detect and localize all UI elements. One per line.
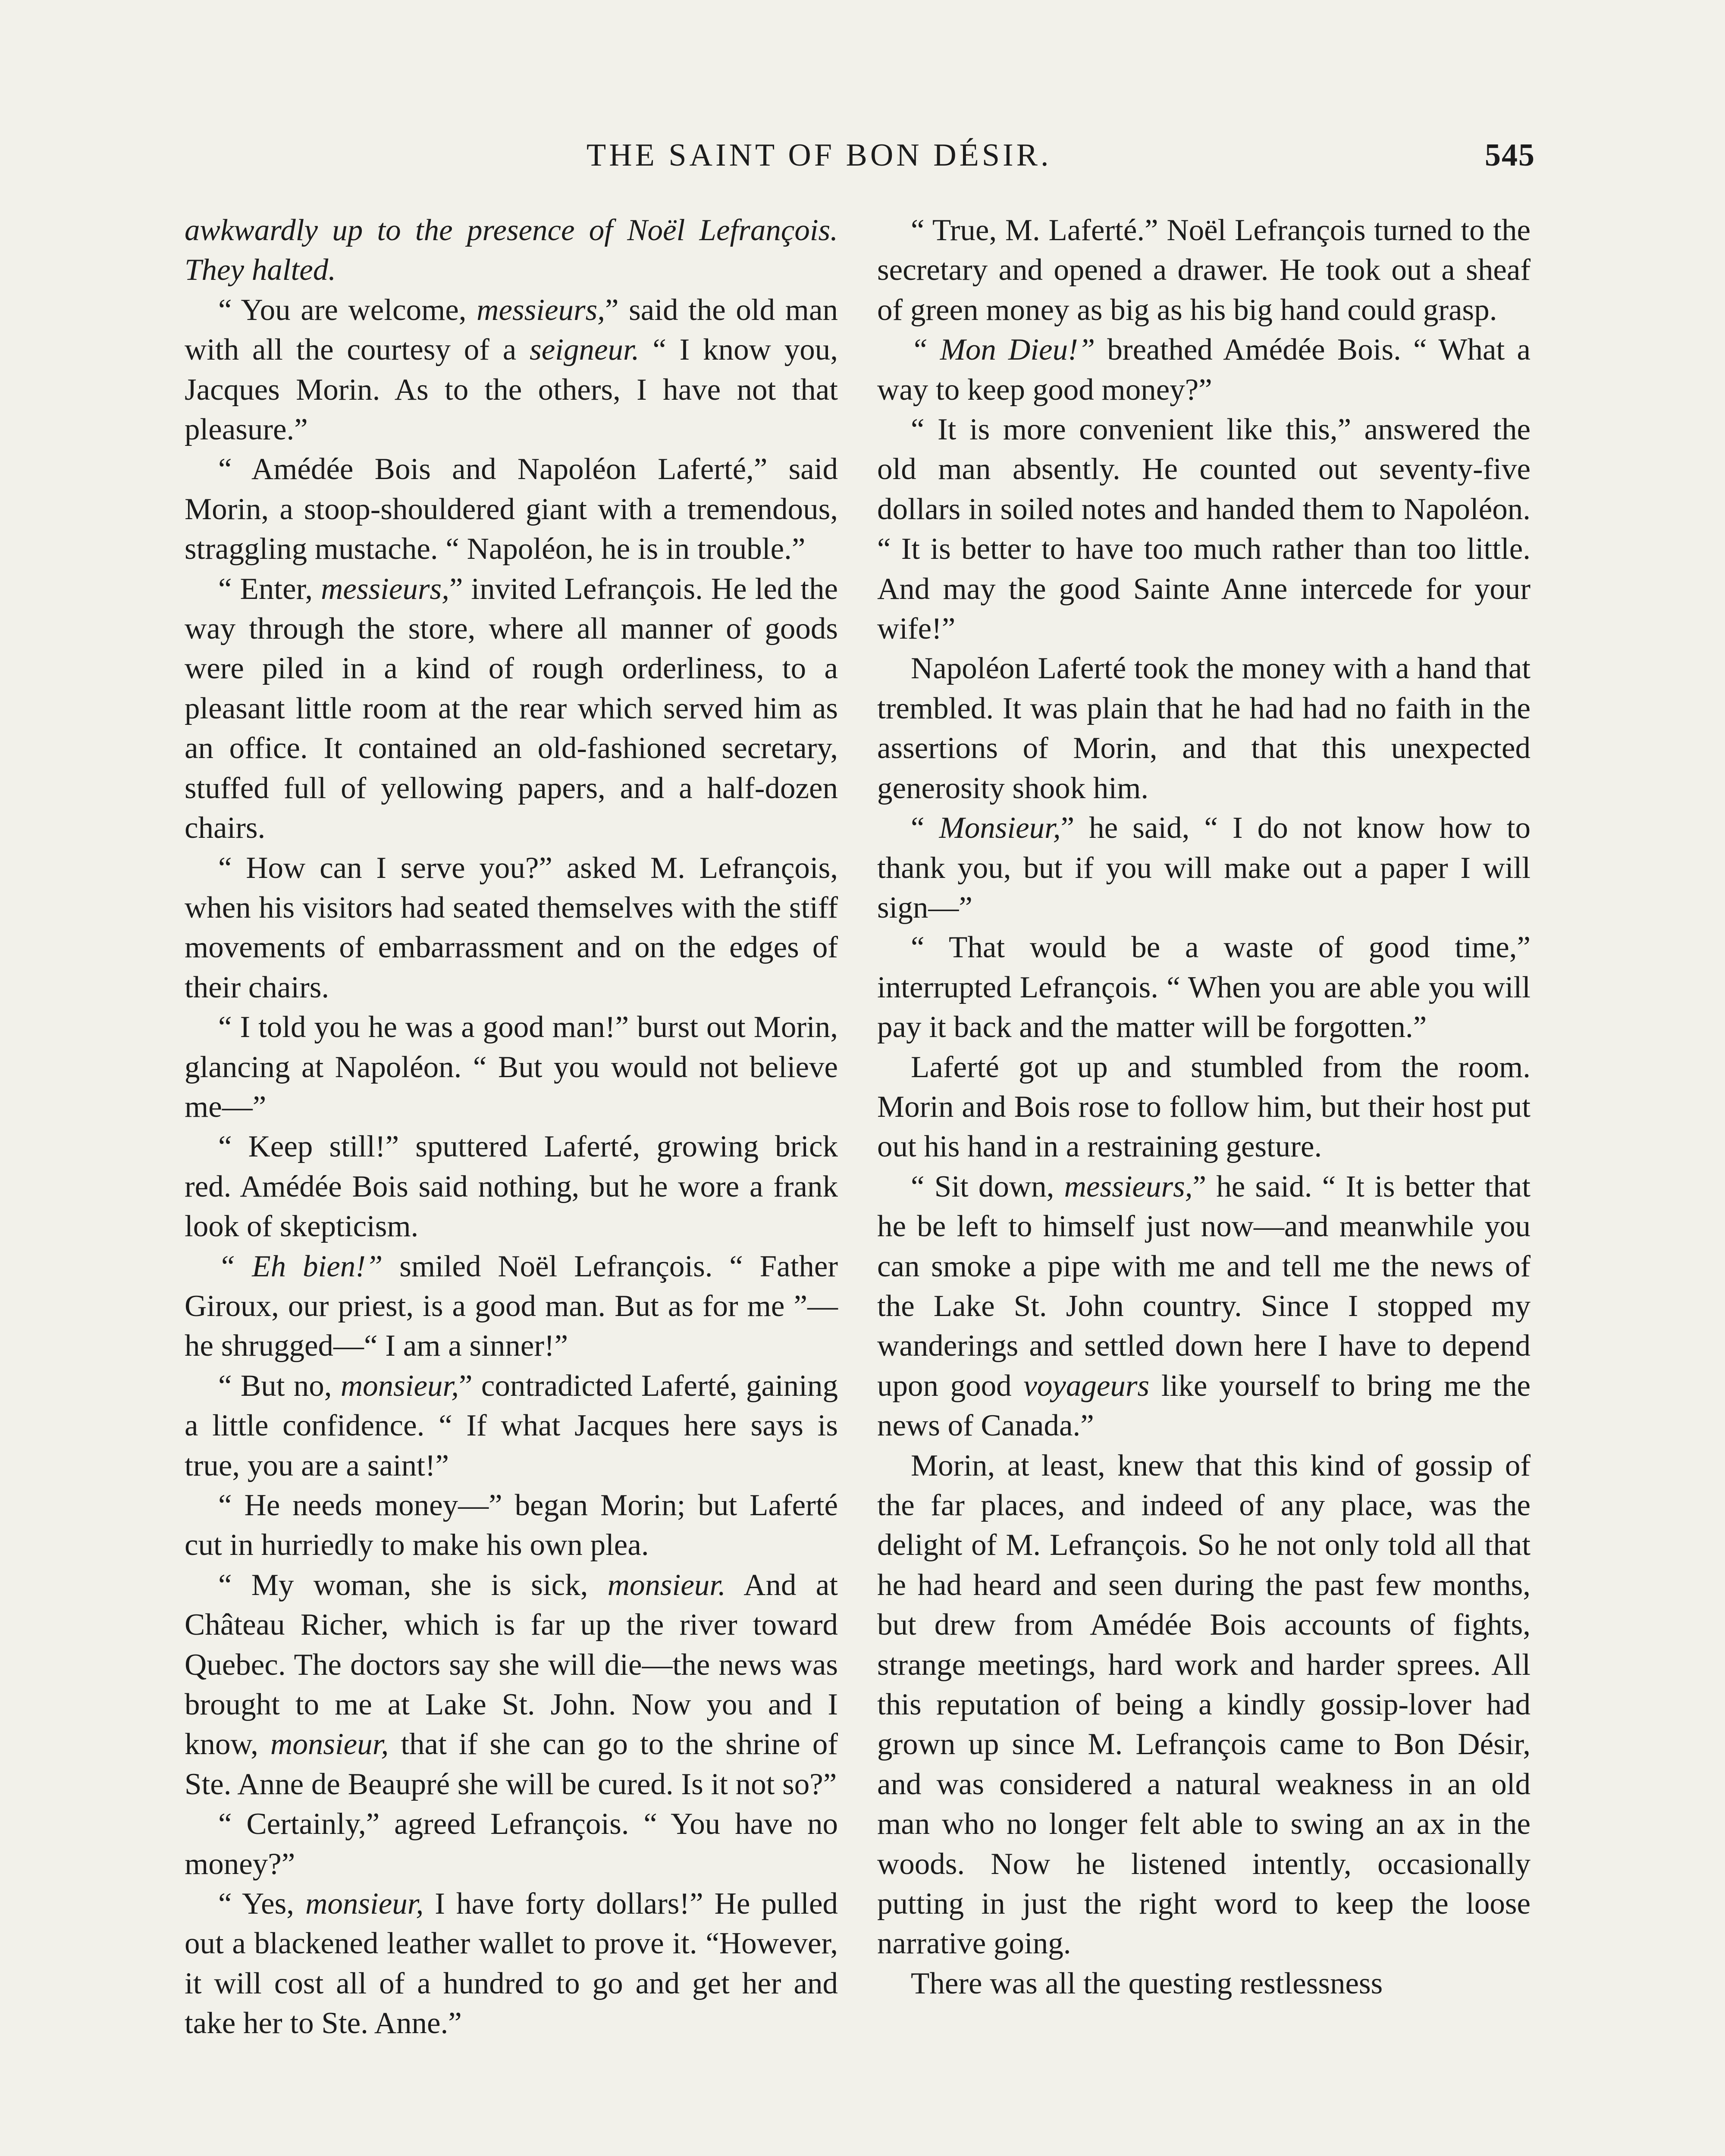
text-run: that if she can go to the shrine of Ste. Anne de Beaupré she will be cured. Is it not so?” (185, 1727, 838, 1801)
paragraph (877, 1964, 1531, 2003)
paragraph (877, 928, 1531, 1047)
right-text-column (877, 210, 1531, 2003)
text-run: “ Sit down, (911, 1169, 1064, 1203)
paragraph (185, 449, 838, 569)
paragraph (877, 210, 1531, 330)
text-run: I have forty dollars!” He pulled out a blackened leather wallet to prove it. “However, it will cost all of a hundred to go and get her and take her to Ste. Anne.” (185, 1887, 838, 2040)
paragraph (877, 1446, 1531, 1964)
italic-text: monsieur. (607, 1568, 726, 1602)
text-run: smiled Noël Lefrançois. “ Father Giroux, our priest, is a good man. But as for me ”—he shrugged—“ I am a sinner!” (185, 1249, 838, 1363)
text-run: Napoléon Laferté took the money with a hand that trembled. It was plain that he had had no faith in the assertions of Morin, and that this unexpected generosity shook him. (877, 652, 1531, 805)
paragraph (877, 330, 1531, 410)
italic-text: monsieur, (305, 1887, 424, 1921)
text-run: “ Certainly,” agreed Lefrançois. “ You have no money?” (185, 1807, 838, 1881)
page-number: 545 (1485, 138, 1535, 173)
text-run: “ Yes, (218, 1887, 306, 1921)
left-text-column (185, 210, 838, 2043)
text-run: like yourself to bring me the news of Canada.” (877, 1369, 1531, 1443)
text-run: “ He needs money—” began Morin; but Laferté cut in hurriedly to make his own plea. (185, 1489, 838, 1562)
italic-text: seigneur. (530, 333, 640, 367)
text-run: “ Keep still!” sputtered Laferté, growing brick red. Amédée Bois said nothing, but he wore a frank look of skepticism. (185, 1130, 838, 1244)
text-run: ” contradicted Laferté, gaining a little confidence. “ If what Jacques here says is true, you are a saint!” (185, 1369, 838, 1482)
text-run: “ That would be a waste of good time,” interrupted Lefrançois. “ When you are able you will pay it back and the matter will be forgotten.” (877, 931, 1531, 1044)
paragraph (185, 1804, 838, 1884)
paragraph (185, 848, 838, 1008)
text-run: There was all the questing restlessness (911, 1966, 1383, 2000)
text-run: ” said the old man with all the courtesy of a (185, 293, 838, 367)
text-run: ” he said, “ I do not know how to thank you, but if you will make out a paper I will sign—” (877, 811, 1531, 924)
text-run: “ You are welcome, (218, 293, 477, 327)
paragraph (185, 1247, 838, 1366)
text-run: “ (911, 811, 939, 845)
text-run: “ It is more convenient like this,” answered the old man absently. He counted out seventy-five dollars in soiled notes and handed them to Napoléon. “ It is better to have too much rather than too little. And may the good Sainte Anne intercede for your wife!” (877, 413, 1531, 646)
italic-text: voyageurs (1023, 1369, 1150, 1403)
paragraph (185, 1366, 838, 1485)
italic-text: “ Eh bien!” (218, 1249, 383, 1283)
text-run: And at Château Richer, which is far up the river toward Quebec. The doctors say she will die—the news was brought to me at Lake St. John. Now you and I know, (185, 1568, 838, 1761)
paragraph (185, 1884, 838, 2043)
running-title: THE SAINT OF BON DÉSIR. (586, 138, 1052, 173)
paragraph (877, 1047, 1531, 1167)
paragraph (185, 1565, 838, 1804)
italic-text: monsieur, (270, 1727, 389, 1761)
text-run: ” invited Lefrançois. He led the way through the store, where all manner of goods were piled in a kind of rough orderliness, to a pleasant little room at the rear which served him as an office. It contained an old-fashioned secretary, stuffed full of yellowing papers, and a half-dozen chairs. (185, 572, 838, 845)
paragraph (185, 1127, 838, 1246)
paragraph (185, 1007, 838, 1127)
text-run: “ Enter, (218, 572, 321, 606)
paragraph (877, 808, 1531, 928)
text-run: “ My woman, she is sick, (218, 1568, 608, 1602)
text-run: ” he said. “ It is better that he be left to himself just now—and meanwhile you can smoke a pipe with me and tell me the news of the Lake St. John country. Since I stopped my wanderings and settled down here I have to depend upon good (877, 1169, 1531, 1403)
italic-text: messieurs, (477, 293, 605, 327)
italic-text: awkwardly up to the presence of Noël Lefrançois. They halted. (185, 213, 838, 287)
italic-text: Monsieur, (939, 811, 1061, 845)
italic-text: messieurs, (321, 572, 449, 606)
paragraph (185, 569, 838, 848)
paragraph (185, 210, 838, 290)
text-run: Laferté got up and stumbled from the room. Morin and Bois rose to follow him, but their host put out his hand in a restraining gesture. (877, 1050, 1531, 1164)
paragraph (185, 1485, 838, 1565)
text-run: “ Amédée Bois and Napoléon Laferté,” said Morin, a stoop-shouldered giant with a tremendous, straggling mustache. “ Napoléon, he is in trouble.” (185, 452, 838, 566)
text-run: “ I know you, Jacques Morin. As to the others, I have not that pleasure.” (185, 333, 838, 447)
italic-text: monsieur, (340, 1369, 459, 1403)
text-run: “ But no, (218, 1369, 341, 1403)
text-run: Morin, at least, knew that this kind of gossip of the far places, and indeed of any place, was the delight of M. Lefrançois. So he not only told all that he had heard and seen during the past few months, but drew from Amédée Bois accounts of fights, strange meetings, hard work and harder sprees. All this reputation of being a kindly gossip-lover had grown up since M. Lefrançois came to Bon Désir, and was considered a natural weakness in an old man who no longer felt able to swing an ax in the woods. Now he listened intently, occasionally putting in just the right word to keep the loose narrative going. (877, 1448, 1531, 1961)
paragraph (877, 649, 1531, 808)
text-run: “ How can I serve you?” asked M. Lefrançois, when his visitors had seated themselves with the stiff movements of embarrassment and on the edges of their chairs. (185, 851, 838, 1004)
paragraph (877, 1167, 1531, 1446)
paragraph (185, 290, 838, 450)
text-run: “ True, M. Laferté.” Noël Lefrançois turned to the secretary and opened a drawer. He took out a sheaf of green money as big as his big hand could grasp. (877, 213, 1531, 327)
text-run: breathed Amédée Bois. “ What a way to keep good money?” (877, 333, 1531, 407)
running-header (172, 137, 1535, 180)
paragraph (877, 410, 1531, 649)
text-run: “ I told you he was a good man!” burst out Morin, glancing at Napoléon. “ But you would not believe me—” (185, 1010, 838, 1124)
italic-text: messieurs, (1064, 1169, 1193, 1203)
italic-text: “ Mon Dieu!” (911, 333, 1095, 367)
